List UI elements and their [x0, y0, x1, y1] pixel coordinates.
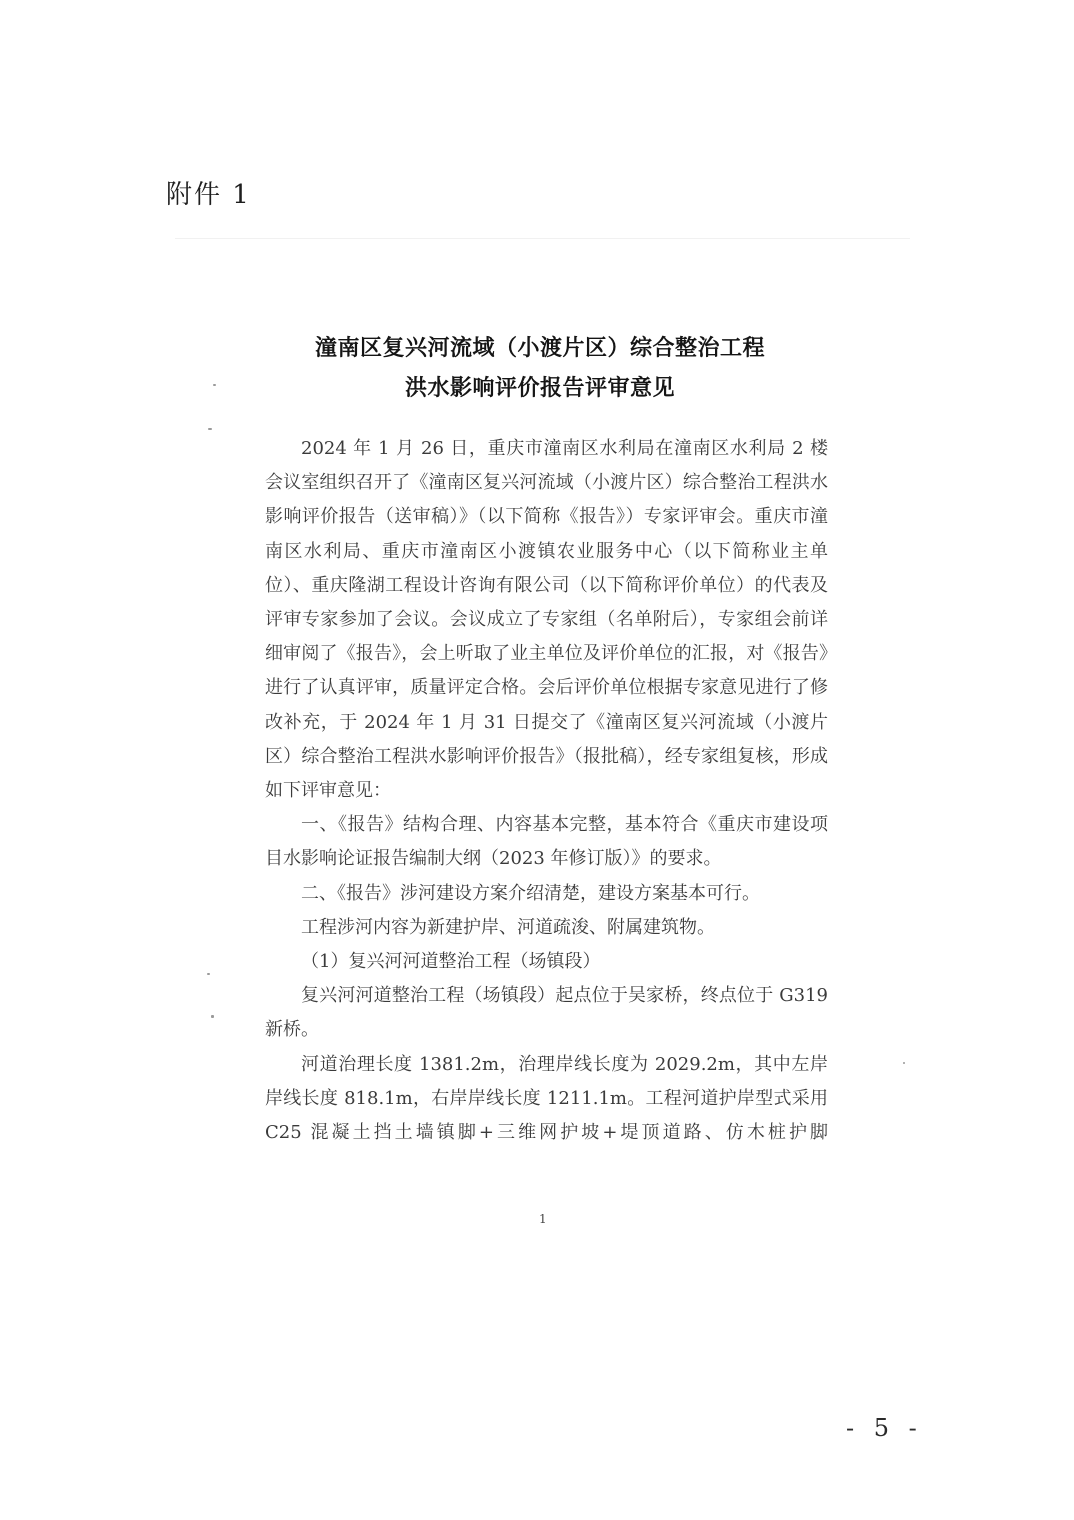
- page-number: - 5 -: [846, 1414, 923, 1442]
- document-body: [265, 432, 828, 1150]
- document-title-line-1: 潼南区复兴河流域（小渡片区）综合整治工程: [314, 335, 765, 361]
- scan-speck: [208, 428, 212, 430]
- body-paragraph-subheading: （1）复兴河河道整治工程（场镇段）: [301, 951, 601, 973]
- scan-speck: [211, 1015, 214, 1018]
- body-paragraph-location: 复兴河河道整治工程（场镇段）起点位于吴家桥，终点位于 G319 新桥。: [265, 985, 828, 1041]
- body-paragraph-dimensions: 河道治理长度 1381.2m，治理岸线长度为 2029.2m，其中左岸岸线长度 818.1m，右岸岸线长度 1211.1m。工程河道护岸型式采用 C25 混凝土挡土墙镇脚+三维网护坡+堤顶道路、仿木桩护脚: [265, 1053, 828, 1144]
- document-title-line-2: 洪水影响评价报告评审意见: [404, 375, 675, 401]
- body-paragraph-intro: 2024 年 1 月 26 日，重庆市潼南区水利局在潼南区水利局 2 楼会议室组织召开了《潼南区复兴河流域（小渡片区）综合整治工程洪水影响评价报告（送审稿）》（以下简称《报告》）专家评审会。重庆市潼南区水利局、重庆市潼南区小渡镇农业服务中心（以下简称业主单位）、重庆隆湖工程设计咨询有限公司（以下简称评价单位）的代表及评审专家参加了会议。会议成立了专家组（名单附后），专家组会前详细审阅了《报告》，会上听取了业主单位及评价单位的汇报，对《报告》进行了认真评审，质量评定合格。会后评价单位根据专家意见进行了修改补充，于 2024 年 1 月 31 日提交了《潼南区复兴河流域（小渡片区）综合整治工程洪水影响评价报告》（报批稿），经专家组复核，形成如下评审意见：: [265, 438, 828, 802]
- body-paragraph-scope: 工程涉河内容为新建护岸、河道疏浚、附属建筑物。: [301, 916, 715, 938]
- scan-divider-line: [175, 238, 910, 239]
- inner-page-number: 1: [539, 1212, 547, 1226]
- scan-speck: [213, 384, 216, 386]
- body-paragraph-opinion-1: 一、《报告》结构合理、内容基本完整，基本符合《重庆市建设项目水影响论证报告编制大纲（2023 年修订版）》的要求。: [265, 814, 828, 870]
- attachment-label: 附件 1: [166, 180, 251, 210]
- scan-speck: [903, 1062, 905, 1064]
- body-paragraph-opinion-2: 二、《报告》涉河建设方案介绍清楚，建设方案基本可行。: [301, 882, 760, 904]
- scan-speck: [207, 973, 210, 975]
